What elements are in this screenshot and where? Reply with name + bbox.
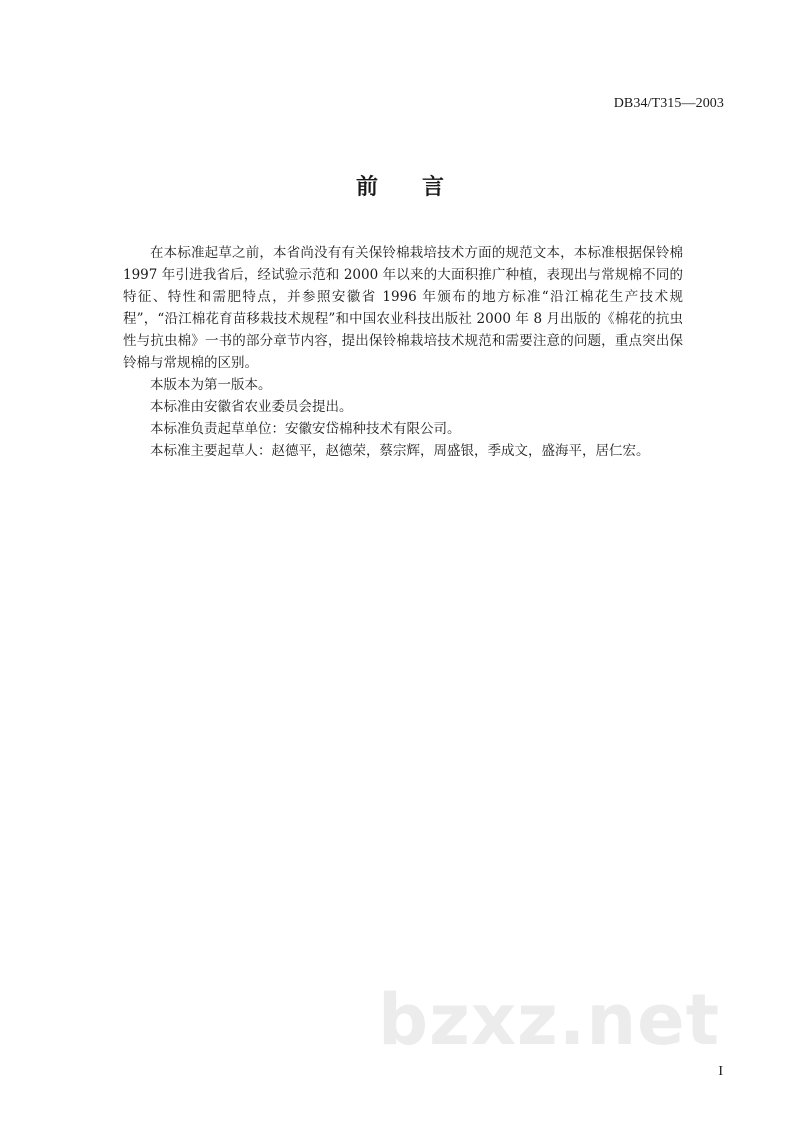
page-number: I: [718, 1064, 723, 1079]
page-title: [0, 170, 800, 201]
title-char-2: 言: [422, 175, 445, 200]
foreword-body: [123, 242, 683, 462]
paragraph-drafting-unit: 本标准负责起草单位：安徽安岱棉种技术有限公司。: [150, 421, 461, 437]
paragraph-edition: 本版本为第一版本。: [150, 377, 272, 393]
paragraph-drafters: 本标准主要起草人：赵德平，赵德荣，蔡宗辉，周盛银，季成文，盛海平，居仁宏。: [150, 443, 650, 459]
standard-code: DB34/T315—2003: [613, 96, 724, 111]
paragraph-background: 在本标准起草之前，本省尚没有有关保铃棉栽培技术方面的规范文本，本标准根据保铃棉 1997 年引进我省后，经试验示范和 2000 年以来的大面积推广种植，表现出与常规棉不同的特征、特性和需肥特点，并参照安徽省 1996 年颁布的地方标准“沿江棉花生产技术规程”，“沿江棉花育苗移栽技术规程”和中国农业科技出版社 2000 年 8 月出版的《棉花的抗虫性与抗虫棉》一书的部分章节内容，提出保铃棉栽培技术规范和需要注意的问题，重点突出保铃棉与常规棉的区别。: [123, 245, 683, 371]
watermark: bzxz.net: [378, 979, 721, 1061]
title-char-1: 前: [355, 175, 378, 200]
paragraph-proposer: 本标准由安徽省农业委员会提出。: [150, 399, 353, 415]
